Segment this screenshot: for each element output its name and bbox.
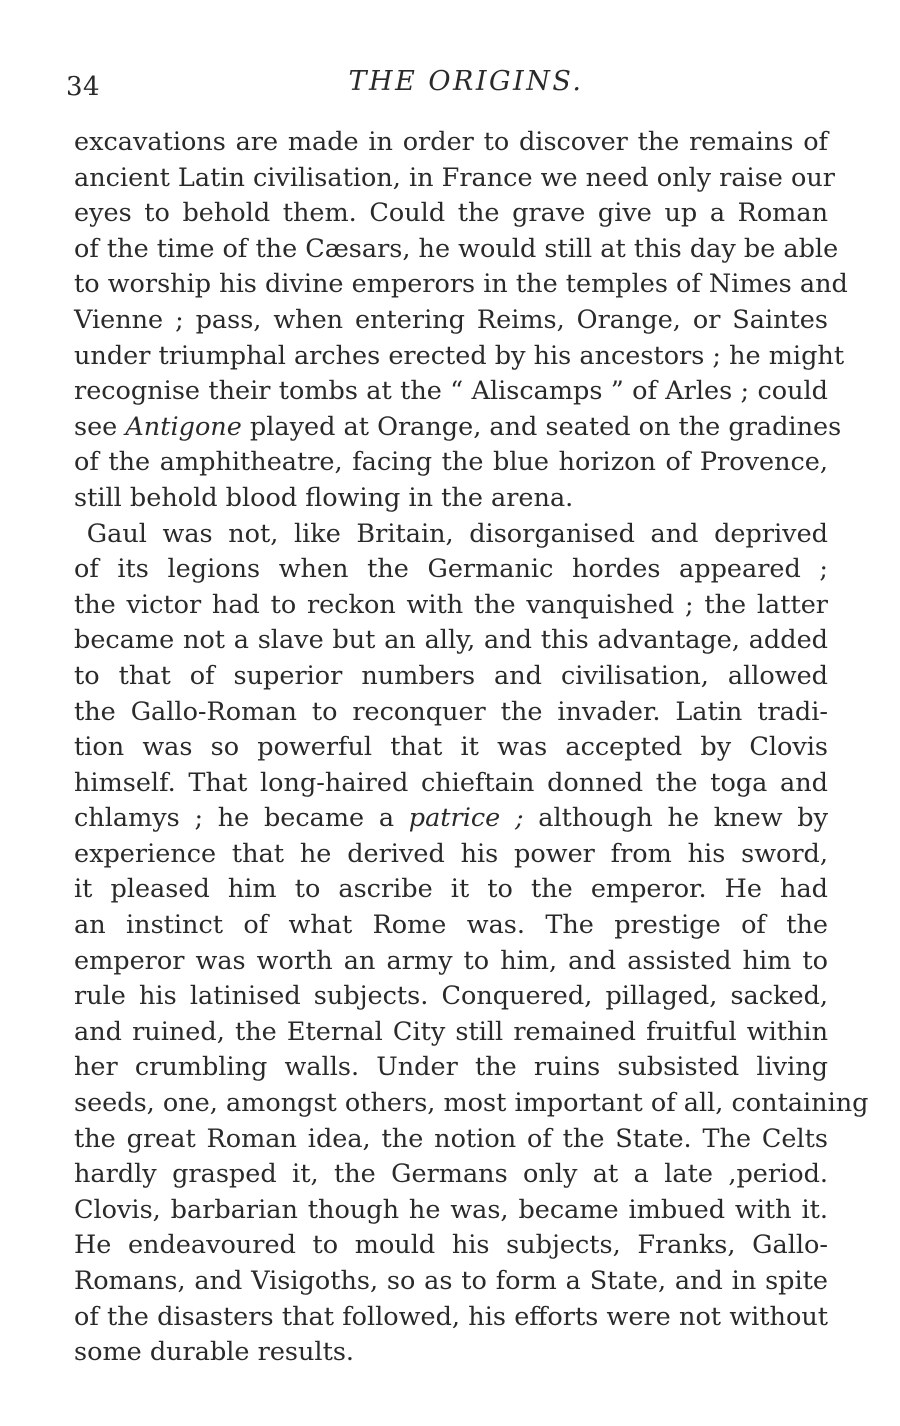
text-line bbox=[74, 410, 842, 446]
text-segment: her crumbling walls. Under the ruins subsisted living bbox=[74, 1052, 828, 1083]
text-segment: Vienne ; pass, when entering Reims, Orange, or Saintes bbox=[74, 304, 828, 335]
text-segment: to worship his divine emperors in the temples of Nimes and bbox=[74, 269, 848, 300]
text-line bbox=[74, 730, 828, 766]
text-line bbox=[74, 1228, 828, 1264]
text-line bbox=[74, 1086, 869, 1122]
text-segment: became not a slave but an ally, and this advantage, added bbox=[74, 625, 828, 656]
text-segment: Clovis, barbarian though he was, became imbued with it. bbox=[74, 1194, 828, 1225]
text-segment: of the amphitheatre, facing the blue horizon of Provence, bbox=[74, 447, 828, 478]
text-segment: of the disasters that followed, his efforts were not without bbox=[74, 1301, 828, 1332]
text-segment: to that of superior numbers and civilisation, allowed bbox=[74, 660, 828, 691]
text-line bbox=[74, 623, 828, 659]
text-line bbox=[74, 1157, 828, 1193]
text-segment: see bbox=[74, 411, 126, 442]
text-segment: chlamys ; he became a bbox=[74, 803, 409, 834]
italic-text: patrice ; bbox=[408, 803, 524, 834]
paragraph bbox=[74, 125, 848, 517]
text-segment: tion was so powerful that it was accepted by Clovis bbox=[74, 732, 828, 763]
text-line bbox=[74, 339, 845, 375]
text-line bbox=[74, 232, 839, 268]
text-line bbox=[74, 552, 828, 588]
text-line bbox=[74, 374, 828, 410]
text-line bbox=[74, 303, 828, 339]
text-segment: some durable results. bbox=[74, 1337, 355, 1368]
text-line bbox=[74, 1300, 828, 1336]
text-line bbox=[74, 1050, 828, 1086]
text-line bbox=[74, 837, 828, 873]
text-line bbox=[74, 1264, 828, 1300]
text-line bbox=[74, 801, 828, 837]
text-segment: the great Roman idea, the notion of the State. The Celts bbox=[74, 1123, 828, 1154]
running-title: THE ORIGINS. bbox=[348, 66, 584, 97]
text-line bbox=[74, 1335, 828, 1371]
text-line bbox=[74, 1015, 828, 1051]
text-segment: experience that he derived his power from his sword, bbox=[74, 838, 828, 869]
text-segment: rule his latinised subjects. Conquered, pillaged, sacked, bbox=[74, 981, 828, 1012]
text-segment: hardly grasped it, the Germans only at a late ,period. bbox=[74, 1159, 828, 1190]
paragraph bbox=[74, 517, 869, 1371]
text-line bbox=[74, 766, 828, 802]
text-segment: Gaul was not, like Britain, disorganised and deprived bbox=[74, 518, 828, 549]
text-segment: an instinct of what Rome was. The prestige of the bbox=[74, 910, 828, 941]
text-segment: emperor was worth an army to him, and assisted him to bbox=[74, 945, 828, 976]
text-segment: of its legions when the Germanic hordes appeared ; bbox=[74, 554, 828, 585]
text-line bbox=[74, 659, 828, 695]
text-line bbox=[74, 1122, 828, 1158]
text-line bbox=[74, 588, 828, 624]
page-header bbox=[66, 66, 836, 106]
text-line bbox=[74, 125, 828, 161]
text-segment: although he knew by bbox=[523, 803, 828, 834]
text-segment: excavations are made in order to discover the remains of bbox=[74, 127, 828, 157]
text-segment: still behold blood flowing in the arena. bbox=[74, 482, 574, 513]
text-line bbox=[74, 161, 835, 197]
italic-text: Antigone bbox=[125, 411, 242, 442]
text-line bbox=[74, 1193, 828, 1229]
text-line bbox=[74, 944, 828, 980]
text-line bbox=[74, 445, 828, 481]
page-number: 34 bbox=[66, 72, 101, 102]
text-segment: the Gallo-Roman to reconquer the invader. Latin tradi- bbox=[74, 696, 828, 727]
text-segment: the victor had to reckon with the vanquished ; the latter bbox=[74, 589, 828, 620]
text-segment: and ruined, the Eternal City still remained fruitful within bbox=[74, 1016, 828, 1047]
text-segment: himself. That long-haired chieftain donned the toga and bbox=[74, 767, 828, 798]
text-segment: played at Orange, and seated on the gradines bbox=[241, 411, 842, 442]
text-segment: it pleased him to ascribe it to the emperor. He had bbox=[74, 874, 828, 905]
text-line bbox=[74, 979, 828, 1015]
text-line bbox=[74, 267, 848, 303]
text-line bbox=[74, 517, 828, 553]
text-segment: ancient Latin civilisation, in France we need only raise our bbox=[74, 162, 835, 193]
text-segment: He endeavoured to mould his subjects, Franks, Gallo- bbox=[74, 1230, 828, 1261]
text-line bbox=[74, 481, 828, 517]
text-segment: under triumphal arches erected by his ancestors ; he might bbox=[74, 340, 845, 371]
text-line bbox=[74, 695, 828, 731]
text-segment: seeds, one, amongst others, most important of all, containing bbox=[74, 1088, 869, 1119]
text-line bbox=[74, 872, 828, 908]
text-segment: of the time of the Cæsars, he would still at this day be able bbox=[74, 233, 839, 264]
text-segment: eyes to behold them. Could the grave give up a Roman bbox=[74, 198, 828, 229]
text-line bbox=[74, 908, 828, 944]
text-segment: recognise their tombs at the “ Aliscamps ” of Arles ; could bbox=[74, 376, 828, 407]
text-line bbox=[74, 196, 828, 232]
body-text bbox=[74, 125, 869, 1371]
text-segment: Romans, and Visigoths, so as to form a State, and in spite bbox=[74, 1266, 828, 1296]
